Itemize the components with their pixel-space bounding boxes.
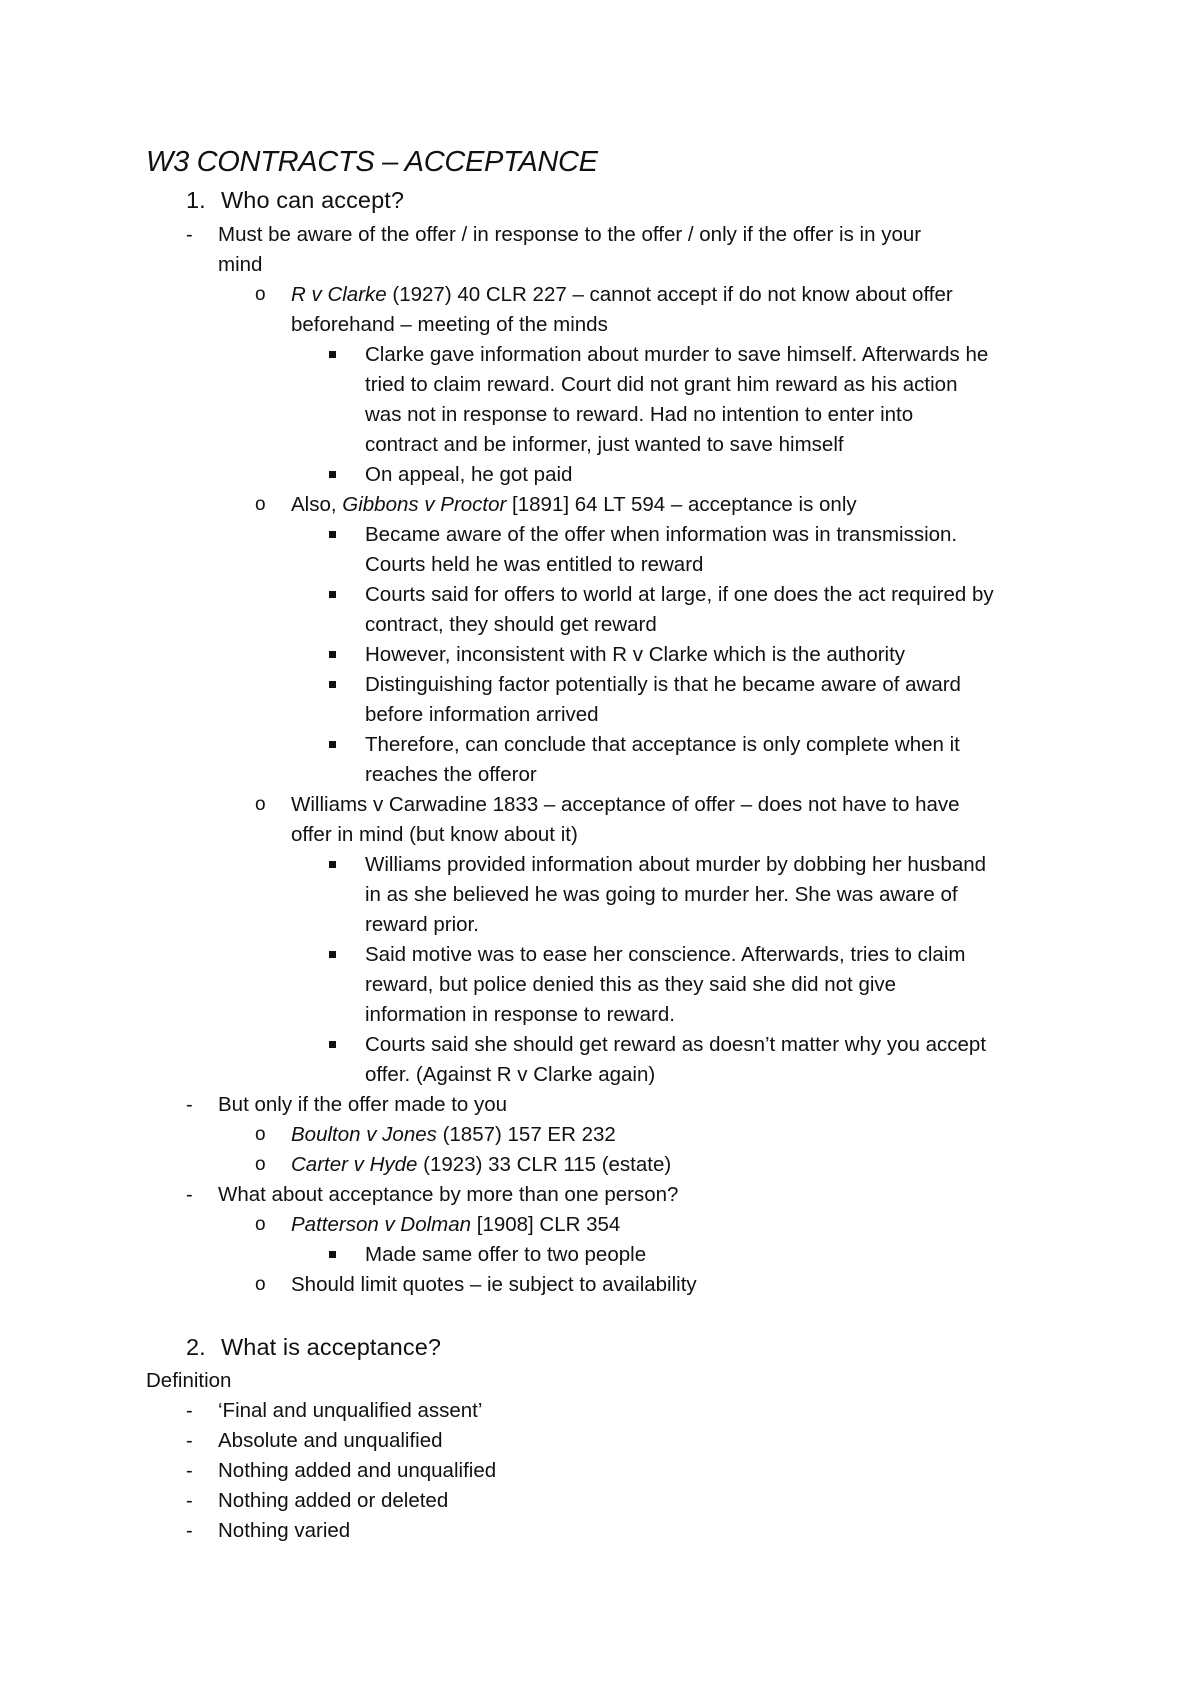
definition-label: Definition <box>146 1369 232 1392</box>
text-line: offer. (Against R v Clarke again) <box>365 1063 656 1086</box>
dash-marker: - <box>186 1520 193 1542</box>
case-name: Patterson v Dolman <box>291 1213 472 1236</box>
square-bullet-icon <box>329 351 336 358</box>
dash-marker: - <box>186 1460 193 1482</box>
section-2-number: 2. <box>186 1334 206 1360</box>
document-title: W3 CONTRACTS – ACCEPTANCE <box>146 146 598 178</box>
text-line: contract, they should get reward <box>365 613 657 636</box>
text-line: Absolute and unqualified <box>218 1429 443 1452</box>
dash-marker: - <box>186 1184 193 1206</box>
section-2-title: What is acceptance? <box>221 1334 442 1360</box>
section-1-number: 1. <box>186 187 206 213</box>
case-citation: (1857) 157 ER 232 <box>436 1123 616 1146</box>
text-line: Courts said for offers to world at large, if one does the act required by <box>365 583 994 606</box>
text-line: Therefore, can conclude that acceptance is only complete when it <box>365 733 960 756</box>
text-line: Courts said she should get reward as doesn’t matter why you accept <box>365 1033 987 1056</box>
text-line: contract and be informer, just wanted to save himself <box>365 433 844 456</box>
square-bullet-icon <box>329 531 336 538</box>
dash-marker: - <box>186 1490 193 1512</box>
text-line: Nothing added or deleted <box>218 1489 449 1512</box>
text-line: Should limit quotes – ie subject to availability <box>291 1273 697 1296</box>
square-bullet-icon <box>329 1041 336 1048</box>
text-line: before information arrived <box>365 703 599 726</box>
text-line: However, inconsistent with R v Clarke which is the authority <box>365 643 906 666</box>
text-line: But only if the offer made to you <box>218 1093 508 1116</box>
case-name: Boulton v Jones <box>291 1123 437 1146</box>
case-citation: [1908] CLR 354 <box>471 1213 621 1236</box>
text-line: Courts held he was entitled to reward <box>365 553 704 576</box>
text-line: beforehand – meeting of the minds <box>291 313 608 336</box>
square-bullet-icon <box>329 1251 336 1258</box>
circle-marker: o <box>255 794 266 815</box>
case-name: Gibbons v Proctor <box>342 493 507 516</box>
text-line: Must be aware of the offer / in response to the offer / only if the offer is in your <box>218 223 922 246</box>
text-line: Nothing added and unqualified <box>218 1459 497 1482</box>
text-line: Distinguishing factor potentially is that he became aware of award <box>365 673 961 696</box>
text-line: tried to claim reward. Court did not grant him reward as his action <box>365 373 958 396</box>
text-line: offer in mind (but know about it) <box>291 823 578 846</box>
text-line: reward prior. <box>365 913 479 936</box>
square-bullet-icon <box>329 681 336 688</box>
dash-marker: - <box>186 224 193 246</box>
square-bullet-icon <box>329 861 336 868</box>
circle-marker: o <box>255 494 266 515</box>
dash-marker: - <box>186 1094 193 1116</box>
square-bullet-icon <box>329 651 336 658</box>
text-line: Made same offer to two people <box>365 1243 647 1266</box>
text-line: Williams provided information about murder by dobbing her husband <box>365 853 987 876</box>
text-line: Said motive was to ease her conscience. Afterwards, tries to claim <box>365 943 966 966</box>
text-line: mind <box>218 253 263 276</box>
case-name: Carter v Hyde <box>291 1153 418 1176</box>
text-line: was not in response to reward. Had no intention to enter into <box>365 403 914 426</box>
square-bullet-icon <box>329 951 336 958</box>
circle-marker: o <box>255 1214 266 1235</box>
dash-marker: - <box>186 1430 193 1452</box>
text-line: Nothing varied <box>218 1519 351 1542</box>
text-line: On appeal, he got paid <box>365 463 573 486</box>
circle-marker: o <box>255 1274 266 1295</box>
text-line: Became aware of the offer when information was in transmission. <box>365 523 958 546</box>
circle-marker: o <box>255 1124 266 1145</box>
text-line: ‘Final and unqualified assent’ <box>218 1399 483 1422</box>
case-name: R v Clarke <box>291 283 387 306</box>
circle-marker: o <box>255 1154 266 1175</box>
text-line: information in response to reward. <box>365 1003 675 1026</box>
square-bullet-icon <box>329 591 336 598</box>
case-citation: [1891] 64 LT 594 – acceptance is only <box>506 493 857 516</box>
circle-marker: o <box>255 284 266 305</box>
text-line: reward, but police denied this as they said she did not give <box>365 973 897 996</box>
case-prefix: Also, <box>291 493 343 516</box>
section-1-title: Who can accept? <box>221 187 405 213</box>
text-line: in as she believed he was going to murder her. She was aware of <box>365 883 958 906</box>
square-bullet-icon <box>329 741 336 748</box>
text-line: Williams v Carwadine 1833 – acceptance of offer – does not have to have <box>291 793 960 816</box>
case-citation: (1923) 33 CLR 115 (estate) <box>417 1153 672 1176</box>
square-bullet-icon <box>329 471 336 478</box>
text-line: Clarke gave information about murder to save himself. Afterwards he <box>365 343 989 366</box>
text-line: reaches the offeror <box>365 763 537 786</box>
text-line: What about acceptance by more than one person? <box>218 1183 679 1206</box>
dash-marker: - <box>186 1400 193 1422</box>
case-citation: (1927) 40 CLR 227 – cannot accept if do not know about offer <box>386 283 953 306</box>
